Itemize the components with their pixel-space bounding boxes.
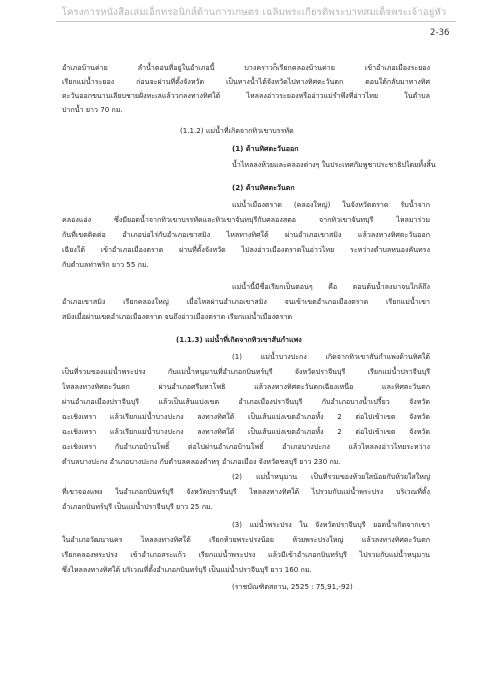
body-line: อำเภอบ้านค่าย ลำน้ำตอนที่อยู่ในอำเภอนี้ บางคราวก็เรียกคลองบ้านค่าย เข้าอำเภอเมืองระยอง xyxy=(62,63,430,72)
body-line: (2) แม่น้ำหนุมาน เป็นที่รวมของห้วยใสน้อยกับห้วยใสใหญ่ xyxy=(232,472,430,481)
body-line: ฉะเชิงเทรา แล้วเรียกแม่น้ำบางปะกง ลงทางทิศใต้ เป็นเส้นแบ่งเขตอำเภอทั้ง 2 ต่อไปเข้าเขต จังหวัด xyxy=(62,427,430,436)
body-line: น้ำไหลลงห้วยและคลองต่างๆ ในประเทศกัมพูชาประชาธิปไตยทั้งสิ้น xyxy=(232,160,436,169)
body-line: ฉะเชิงเทรา กับอำเภอบ้านโพธิ์ ต่อไปผ่านอำเภอบ้านโพธิ์ อำเภอบางปะกง แล้วไหลลงอ่าวไทยระหว่าง xyxy=(62,442,430,451)
body-line: สมิงเมื่อผ่านเขตอำเภอเมืองตราด จนถึงอ่าวเมืองตราด เรียกแม่น้ำเมืองตราด xyxy=(62,312,293,321)
body-line: แม่น้ำเมืองตราด (คลองใหญ่) ในจังหวัดตราด รับน้ำจาก xyxy=(232,200,430,209)
body-line: ไหลลงทางทิศตะวันตก ผ่านอำเภอศรีมหาโพธิ แล้วลงทางทิศตะวันตกเฉียงเหนือ และทิศตะวันตก xyxy=(62,382,430,391)
body-line: ตำบลบางปะกง อำเภอบางปะกง กับตำบลคลองตำหรุ อำเภอเมือง จังหวัดชลบุรี ยาว 230 กม. xyxy=(62,457,341,466)
body-line: ที่เขาจองแพง ในอำเภอกบินทร์บุรี จังหวัดปราจีนบุรี ไหลลงทางทิศใต้ ไปรวมกับแม่น้ำพระปรง บริเวณที่ตั้ง xyxy=(62,487,430,496)
citation: (ราชบัณฑิตสถาน, 2525 : 75,91,-92) xyxy=(232,582,353,591)
body-line: คลองแอ่ง ซึ่งมียอดน้ำจากทิวเขาบรรทัดและทิวเขาจันทบุรีกับคลองสตอ จากทิวเขาจันทบุรี ไหลมาร่วม xyxy=(62,215,430,224)
body-line: ผ่านอำเภอเมืองปราจีนบุรี แล้วเป็นเส้นแบ่งเขต อำเภอเมืองปราจีนบุรี กับอำเภอบางน้ำเปรี้ยว จังหวัด xyxy=(62,397,430,406)
body-line: เฉียงใต้ เข้าอำเภอเมืองตราด ผ่านที่ตั้งจังหวัด ไปลงอ่าวเมืองตราดในอ่าวไทย ระหว่างตำบลหนองคันทรง xyxy=(62,245,430,254)
body-line: แม่น้ำนี้มีชื่อเรียกเป็นตอนๆ คือ ตอนต้นน้ำลงมาจนใกล้ถึง xyxy=(232,282,430,291)
subheading-east: (1) ด้านทิศตะวันออก xyxy=(232,144,299,153)
body-line: กับตำบลท่าพริก ยาว 55 กม. xyxy=(62,260,149,269)
body-line: กันที่เขตติดต่อ อำเภอบ่อไร่กับอำเภอเขาสมิง ไหลทางทิศใต้ ผ่านอำเภอเขาสมิง แล้วลงทางทิศตะวันออก xyxy=(62,230,430,239)
body-line: (3) แม่น้ำพระปรง ใน จังหวัดปราจีนบุรี ยอดน้ำเกิดจากเขา xyxy=(232,520,430,529)
body-line: (1) แม่น้ำบางปะกง เกิดจากทิวเขาสันกำแพงด้านทิศใต้ xyxy=(232,352,430,361)
body-line: เรียกคลองพระปรง เข้าอำเภอสระแก้ว เรียกแม่น้ำพระปรง แล้วมีเข้าอำเภอกบินทร์บุรี ไปรวมกับแม่น้ำหนุมาน xyxy=(62,550,430,559)
body-line: ซึ่งไหลลงทางทิศใต้ บริเวณที่ตั้งอำเภอกบินทร์บุรี เป็นแม่น้ำปราจีนบุรี ยาว 160 กม. xyxy=(62,565,312,574)
section-heading-1-1-2: (1.1.2) แม่น้ำที่เกิดจากทิวเขาบรรทัด xyxy=(180,126,294,135)
running-header: โครงการหนังสือเล่มเอ็กทรอนิกส์ด้านการเกษตร เฉลิมพระเกียรติพระบาทสมเด็จพระเจ้าอยู่หัว xyxy=(61,7,447,18)
body-line: เรียกแม่น้ำระยอง ก่อนจะผ่านที่ตั้งจังหวัด เป็นทางน้ำไต้จังหวัดไปทางทิศตะวันตก ตอนใต้กลับมาทางทิศ xyxy=(62,77,430,86)
body-line: ในอำเภอวัฒนานคร ไหลลงทางทิศใต้ เรียกห้วยพระปรงน้อย ห้วยพระปรงใหญ่ แล้วลงทางทิศตะวันตก xyxy=(62,535,430,544)
body-line: เป็นที่รวมของแม่น้ำพระปรง กับแม่น้ำหนุมานที่อำเภอกบินทร์บุรี จังหวัดปราจีนบุรี เรียกแม่น้ำปราจีนบุรี xyxy=(62,367,430,376)
page-number: 2-36 xyxy=(430,28,450,38)
header-divider xyxy=(56,21,456,22)
body-line: ฉะเชิงเทรา แล้วเรียกแม่น้ำบางปะกง ลงทางทิศใต้ เป็นเส้นแบ่งเขตอำเภอทั้ง 2 ต่อไปเข้าเขต จังหวัด xyxy=(62,412,430,421)
body-line: ปากน้ำ ยาว 70 กม. xyxy=(62,105,123,114)
subheading-west: (2) ด้านทิศตะวันตก xyxy=(232,183,295,192)
section-heading-1-1-3: (1.1.3) แม่น้ำที่เกิดจากทิวเขาสันกำแพง xyxy=(176,335,302,344)
body-line: ตะวันออกขนานเลียบชายฝั่งทะเลแล้ววกลงทางทิศใต้ ไหลลงอ่าวระยองหรืออ่าวแม่รำพึงที่อ่าวไทย ในตำบล xyxy=(62,91,430,100)
body-line: อำเภอเขาสมิง เรียกคลองใหญ่ เมื่อไหลผ่านอำเภอเขาสมิง จนเข้าเขตอำเภอเมืองตราด เรียกแม่น้ำเขา xyxy=(62,297,430,306)
body-line: อำเภอกบินทร์บุรี เป็นแม่น้ำปราจีนบุรี ยาว 25 กม. xyxy=(62,502,213,511)
